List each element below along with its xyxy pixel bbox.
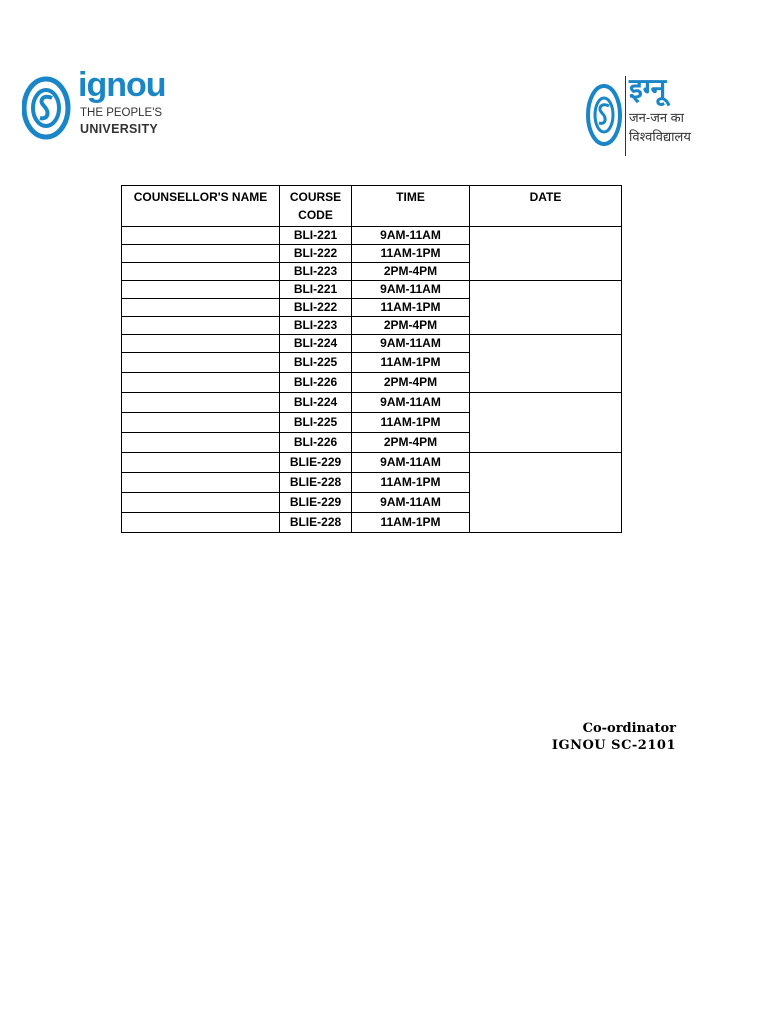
hindi-tagline-1: जन-जन का [629, 110, 685, 125]
table-row [122, 393, 622, 413]
ignou-emblem-icon [585, 82, 623, 148]
header-date: DATE [470, 186, 622, 227]
time-cell: 9AM-11AM [352, 281, 470, 299]
course-code-cell: BLI-222 [280, 299, 352, 317]
counsellor-name-cell [122, 453, 280, 473]
time-cell: 9AM-11AM [352, 453, 470, 473]
ignou-wordmark: ignou [78, 66, 166, 104]
counsellor-name-cell [122, 353, 280, 373]
table-header-row [122, 186, 622, 227]
time-cell: 9AM-11AM [352, 227, 470, 245]
time-cell: 11AM-1PM [352, 299, 470, 317]
course-code-cell: BLI-221 [280, 227, 352, 245]
course-code-cell: BLI-223 [280, 317, 352, 335]
counsellor-name-cell [122, 513, 280, 533]
counsellor-name-cell [122, 413, 280, 433]
course-code-cell: BLI-221 [280, 281, 352, 299]
course-code-cell: BLI-223 [280, 263, 352, 281]
counsellor-name-cell [122, 433, 280, 453]
counsellor-name-cell [122, 227, 280, 245]
course-code-cell: BLIE-228 [280, 473, 352, 493]
logo-divider [625, 76, 626, 156]
schedule-table [121, 185, 622, 533]
counsellor-name-cell [122, 317, 280, 335]
header-counsellor-name: COUNSELLOR'S NAME [122, 186, 280, 227]
counsellor-name-cell [122, 493, 280, 513]
counsellor-name-cell [122, 245, 280, 263]
time-cell: 11AM-1PM [352, 473, 470, 493]
course-code-cell: BLI-225 [280, 353, 352, 373]
time-cell: 2PM-4PM [352, 433, 470, 453]
course-code-cell: BLI-224 [280, 393, 352, 413]
table-row [122, 453, 622, 473]
date-cell [470, 393, 622, 453]
table-row [122, 281, 622, 299]
table-row [122, 335, 622, 353]
date-cell [470, 281, 622, 335]
ignou-emblem-icon [22, 76, 74, 140]
time-cell: 11AM-1PM [352, 413, 470, 433]
course-code-cell: BLIE-229 [280, 493, 352, 513]
time-cell: 2PM-4PM [352, 263, 470, 281]
time-cell: 9AM-11AM [352, 493, 470, 513]
header-course-code: COURSE CODE [280, 186, 352, 227]
time-cell: 11AM-1PM [352, 513, 470, 533]
table-row [122, 227, 622, 245]
ignou-tagline-1: THE PEOPLE'S [80, 107, 163, 119]
time-cell: 9AM-11AM [352, 393, 470, 413]
counsellor-name-cell [122, 393, 280, 413]
counsellor-name-cell [122, 473, 280, 493]
hindi-wordmark: इग्नू [629, 73, 667, 104]
counsellor-name-cell [122, 299, 280, 317]
study-centre-code: IGNOU SC-2101 [551, 738, 676, 753]
hindi-tagline-2: विश्वविद्यालय [629, 129, 691, 144]
header-time: TIME [352, 186, 470, 227]
date-cell [470, 453, 622, 533]
course-code-cell: BLI-225 [280, 413, 352, 433]
course-code-cell: BLI-226 [280, 373, 352, 393]
counsellor-name-cell [122, 263, 280, 281]
course-code-cell: BLI-224 [280, 335, 352, 353]
time-cell: 11AM-1PM [352, 245, 470, 263]
time-cell: 11AM-1PM [352, 353, 470, 373]
course-code-cell: BLI-222 [280, 245, 352, 263]
ignou-logo-right [585, 73, 715, 160]
coordinator-title: Co-ordinator [582, 721, 676, 736]
course-code-cell: BLIE-228 [280, 513, 352, 533]
counsellor-name-cell [122, 373, 280, 393]
counsellor-name-cell [122, 335, 280, 353]
time-cell: 9AM-11AM [352, 335, 470, 353]
time-cell: 2PM-4PM [352, 373, 470, 393]
counsellor-name-cell [122, 281, 280, 299]
course-code-cell: BLI-226 [280, 433, 352, 453]
ignou-tagline-2: UNIVERSITY [80, 122, 159, 136]
time-cell: 2PM-4PM [352, 317, 470, 335]
course-code-cell: BLIE-229 [280, 453, 352, 473]
ignou-logo-left [22, 68, 182, 148]
date-cell [470, 335, 622, 393]
date-cell [470, 227, 622, 281]
